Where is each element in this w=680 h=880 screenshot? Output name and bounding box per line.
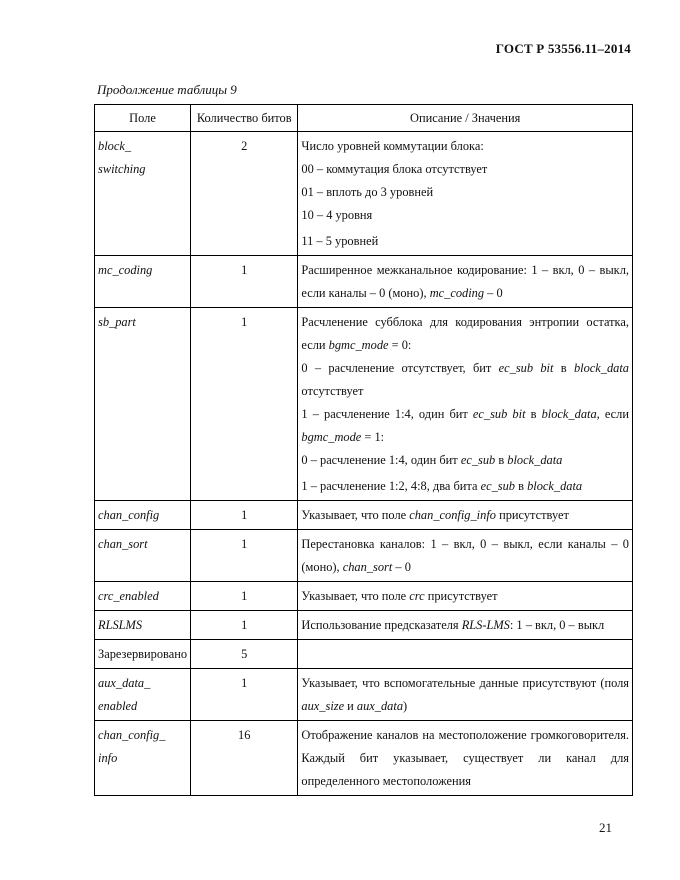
table-row	[95, 132, 633, 256]
description-cell: Отображение каналов на местоположение громкоговорителя. Каждый бит указывает, существует ли канал для определенного местоположения	[298, 721, 633, 796]
table-caption: Продолжение таблицы 9	[97, 82, 237, 97]
table-row	[95, 582, 633, 611]
table-row	[95, 669, 633, 721]
column-header-bits: Количество битов	[191, 105, 298, 132]
table-row	[95, 501, 633, 530]
field-name-cell: RLSLMS	[95, 611, 191, 640]
bit-count-cell: 1	[191, 308, 298, 501]
field-name-cell: Зарезервировано	[95, 640, 191, 669]
description-cell: Указывает, что поле chan_config_info присутствует	[298, 501, 633, 530]
field-name-cell: chan_sort	[95, 530, 191, 582]
table-row	[95, 721, 633, 796]
document-standard-number: ГОСТ Р 53556.11–2014	[495, 41, 631, 56]
bit-count-cell: 1	[191, 582, 298, 611]
description-cell: Указывает, что вспомогательные данные присутствуют (поля aux_size и aux_data)	[298, 669, 633, 721]
description-cell: Перестановка каналов: 1 – вкл, 0 – выкл, если каналы – 0 (моно), chan_sort – 0	[298, 530, 633, 582]
bit-count-cell: 1	[191, 530, 298, 582]
page-number: 21	[599, 820, 612, 835]
field-name-cell: mc_coding	[95, 256, 191, 308]
description-cell: Использование предсказателя RLS-LMS: 1 – вкл, 0 – выкл	[298, 611, 633, 640]
field-name-cell: chan_config_ info	[95, 721, 191, 796]
field-name-cell: block_ switching	[95, 132, 191, 256]
description-cell: Указывает, что поле crc присутствует	[298, 582, 633, 611]
table-row	[95, 308, 633, 501]
bit-count-cell: 2	[191, 132, 298, 256]
bit-count-cell: 1	[191, 256, 298, 308]
field-name-cell: crc_enabled	[95, 582, 191, 611]
fields-table	[94, 104, 633, 796]
bit-count-cell: 1	[191, 611, 298, 640]
field-name-cell: sb_part	[95, 308, 191, 501]
bit-count-cell: 1	[191, 501, 298, 530]
table-row	[95, 640, 633, 669]
table-row	[95, 611, 633, 640]
description-cell	[298, 640, 633, 669]
bit-count-cell: 5	[191, 640, 298, 669]
table-header-row	[95, 105, 633, 132]
field-name-cell: aux_data_ enabled	[95, 669, 191, 721]
bit-count-cell: 1	[191, 669, 298, 721]
description-cell: Расчленение субблока для кодирования энтропии остатка, если bgmc_mode = 0: 0 – расчленение отсутствует, бит ec_sub bit в block_data отсутствует 1 – расчленение 1:4, один бит ec_sub bit в block_data, если bgmc_mode = 1: 0 – расчленение 1:4, один бит ec_sub в block_data 1 – расчленение 1:2, 4:8, два бита ec_sub в block_data	[298, 308, 633, 501]
description-cell: Расширенное межканальное кодирование: 1 – вкл, 0 – выкл, если каналы – 0 (моно), mc_coding – 0	[298, 256, 633, 308]
column-header-field: Поле	[95, 105, 191, 132]
field-name-cell: chan_config	[95, 501, 191, 530]
table-row	[95, 530, 633, 582]
table-row	[95, 256, 633, 308]
column-header-description: Описание / Значения	[298, 105, 633, 132]
description-cell: Число уровней коммутации блока: 00 – коммутация блока отсутствует 01 – вплоть до 3 уровней 10 – 4 уровня 11 – 5 уровней	[298, 132, 633, 256]
bit-count-cell: 16	[191, 721, 298, 796]
